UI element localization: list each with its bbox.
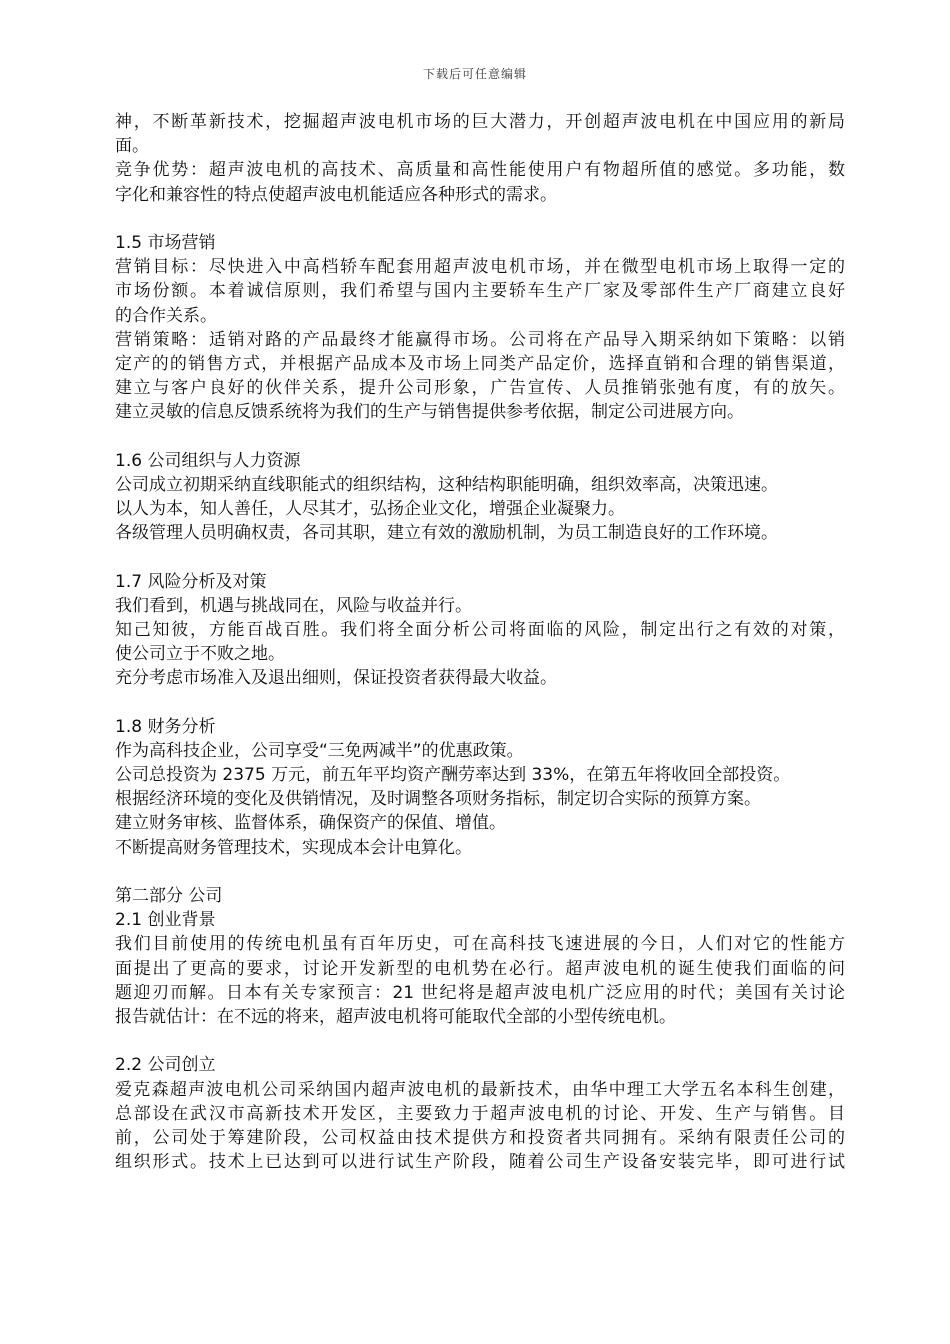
text-line: 公司总投资为 2375 万元，前五年平均资产酬劳率达到 33%，在第五年将收回全部投资。: [115, 765, 791, 786]
text-line: 营销目标：尽快进入中高档轿车配套用超声波电机市场，并在微型电机市场上取得一定的: [115, 257, 845, 278]
text-line: 建立财务审核、监督体系，确保资产的保值、增值。: [115, 813, 506, 834]
text-line: 充分考虑市场准入及退出细则，保证投资者获得最大收益。: [115, 668, 557, 689]
text-line: 面。: [115, 136, 149, 157]
text-line: 2.2 公司创立: [115, 1055, 216, 1076]
paragraph-section: [115, 884, 845, 1029]
text-line: 1.6 公司组织与人力资源: [115, 450, 301, 471]
page-header: 下载后可任意编辑: [422, 67, 527, 81]
text-line: 的合作关系。: [115, 305, 217, 326]
paragraph-section: [115, 110, 845, 207]
text-line: 1.8 财务分析: [115, 716, 216, 737]
text-line: 第二部分 公司: [115, 886, 223, 906]
paragraph-section: [115, 570, 845, 691]
text-line: 作为高科技企业，公司享受“三免两减半”的优惠政策。: [115, 740, 524, 761]
text-line: 定产的的销售方式，并根据产品成本及市场上同类产品定价，选择直销和合理的销售渠道，: [115, 353, 845, 374]
text-line: 营销策略：适销对路的产品最终才能赢得市场。公司将在产品导入期采纳如下策略：以销: [115, 329, 845, 350]
text-line: 建立灵敏的信息反馈系统将为我们的生产与销售提供参考依据，制定公司进展方向。: [115, 402, 744, 423]
text-line: 神，不断革新技术，挖掘超声波电机市场的巨大潜力，开创超声波电机在中国应用的新局: [115, 112, 845, 132]
text-line: 1.7 风险分析及对策: [115, 571, 267, 592]
text-line: 爱克森超声波电机公司采纳国内超声波电机的最新技术，由华中理工大学五名本科生创建，: [115, 1079, 845, 1100]
text-line: 题迎刃而解。日本有关专家预言：21 世纪将是超声波电机广泛应用的时代；美国有关讨论: [115, 982, 845, 1003]
text-line: 市场份额。本着诚信原则，我们希望与国内主要轿车生产厂家及零部件生产厂商建立良好: [115, 281, 845, 302]
text-line: 面提出了更高的要求，讨论开发新型的电机势在必行。超声波电机的诞生使我们面临的问: [115, 958, 845, 979]
text-line: 知己知彼，方能百战百胜。我们将全面分析公司将面临的风险，制定出行之有效的对策，: [115, 619, 845, 640]
document-body: [115, 110, 845, 1174]
text-line: 建立与客户良好的伙伴关系，提升公司形象，广告宣传、人员推销张弛有度，有的放矢。: [115, 378, 845, 399]
text-line: 不断提高财务管理技术，实现成本会计电算化。: [115, 837, 472, 858]
text-line: 公司成立初期采纳直线职能式的组织结构，这种结构职能明确，组织效率高，决策迅速。: [115, 474, 778, 495]
paragraph-section: [115, 715, 845, 860]
text-line: 字化和兼容性的特点使超声波电机能适应各种形式的需求。: [115, 184, 557, 205]
text-line: 2.1 创业背景: [115, 910, 216, 931]
text-line: 根据经济环境的变化及供销情况，及时调整各项财务指标，制定切合实际的预算方案。: [115, 789, 761, 810]
text-line: 我们目前使用的传统电机虽有百年历史，可在高科技飞速进展的今日，人们对它的性能方: [115, 934, 845, 955]
text-line: 前，公司处于筹建阶段，公司权益由技术提供方和投资者共同拥有。采纳有限责任公司的: [115, 1127, 845, 1148]
text-line: 竞争优势：超声波电机的高技术、高质量和高性能使用户有物超所值的感觉。多功能，数: [115, 160, 845, 181]
paragraph-section: [115, 231, 845, 425]
text-line: 总部设在武汉市高新技术开发区，主要致力于超声波电机的讨论、开发、生产与销售。目: [115, 1103, 845, 1124]
text-line: 组织形式。技术上已达到可以进行试生产阶段，随着公司生产设备安装完毕，即可进行试: [115, 1152, 845, 1173]
text-line: 我们看到，机遇与挑战同在，风险与收益并行。: [115, 595, 472, 616]
text-line: 以人为本，知人善任，人尽其才，弘扬企业文化，增强企业凝聚力。: [115, 499, 625, 519]
text-line: 各级管理人员明确权责，各司其职，建立有效的激励机制，为员工制造良好的工作环境。: [115, 523, 778, 544]
paragraph-section: [115, 1053, 845, 1174]
paragraph-section: [115, 449, 845, 546]
text-line: 1.5 市场营销: [115, 232, 216, 253]
text-line: 使公司立于不败之地。: [115, 644, 285, 665]
text-line: 报告就估计：在不远的将来，超声波电机将可能取代全部的小型传统电机。: [115, 1006, 676, 1027]
